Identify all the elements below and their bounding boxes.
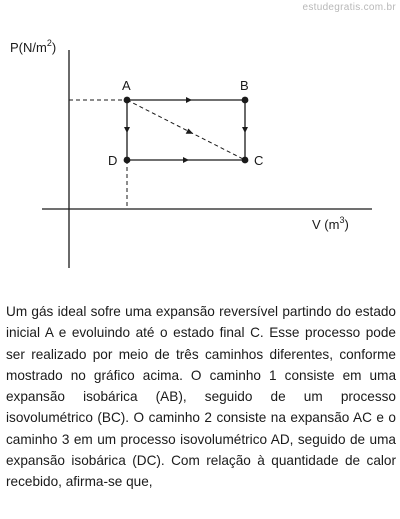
x-axis-label: V $(m^3)$ [312,215,349,232]
path-ac-dashed [127,100,245,160]
point-c [242,157,249,164]
label-a: A [122,78,131,93]
watermark: estudegratis.com.br [302,2,396,13]
point-b [242,97,249,104]
label-c: C [254,153,264,168]
arrow-ac [186,129,194,134]
label-b: B [240,78,249,93]
arrow-ab [186,97,192,103]
label-d: D [108,153,118,168]
question-text: Um gás ideal sofre uma expansão reversível partindo do estado inicial A e evoluindo até o estado final C. Esse processo pode ser realizado por meio de três caminhos diferentes, conforme mostrado no gráfico acima. O caminho 1 consiste em uma expansão isobárica (AB), seguido de um processo isovolumétrico (BC). O caminho 2 consiste na expansão AC e o caminho 3 em um processo isovolumétrico AD, seguido de uma expansão isobárica (DC). Com relação à quantidade de calor recebido, afirma-se que, [6,304,396,490]
arrow-bc [242,127,248,133]
point-a [124,97,131,104]
point-d [124,157,131,164]
y-axis-label: $P(N/m^2)$ [10,38,57,55]
arrow-dc [183,157,189,163]
arrow-ad [124,127,130,133]
